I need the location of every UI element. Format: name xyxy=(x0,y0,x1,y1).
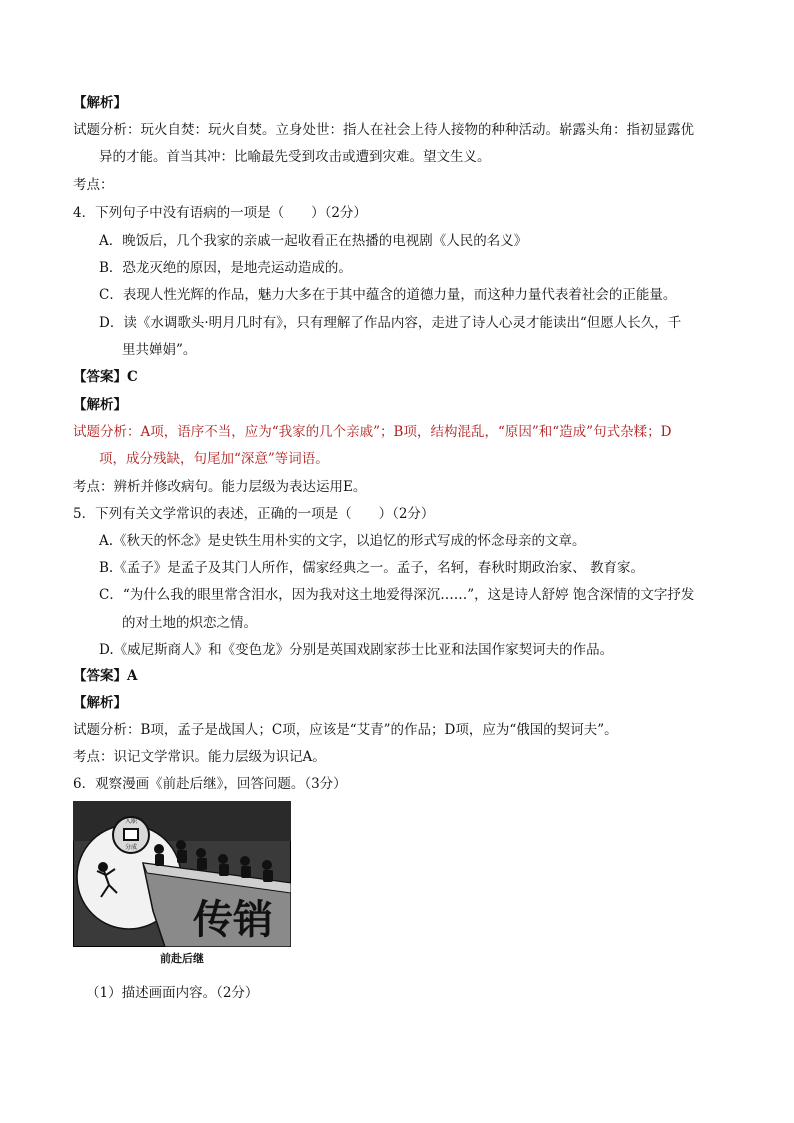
cartoon-image xyxy=(73,801,291,947)
q5-analysis-label: 【解析】 xyxy=(73,695,127,711)
cartoon-caption: 前赴后继 xyxy=(160,952,204,965)
q5-kaodian: 考点：识记文学常识。能力层级为识记A。 xyxy=(73,749,326,765)
q5-stem: 5．下列有关文学常识的表述，正确的一项是（ ）（2分） xyxy=(73,506,435,522)
q5-answer: 【答案】A xyxy=(73,668,138,684)
q5-option-d: D.《威尼斯商人》和《变色龙》分别是英国戏剧家莎士比亚和法国作家契诃夫的作品。 xyxy=(99,642,614,658)
coin-bottom-text: 分成 xyxy=(124,844,138,851)
q4-analysis-label: 【解析】 xyxy=(73,397,127,413)
q4-kaodian: 考点：辨析并修改病句。能力层级为表达运用E。 xyxy=(73,479,367,495)
q3-analysis-line1: 试题分析：玩火自焚：玩火自焚。立身处世：指人在社会上待人接物的种种活动。崭露头角：指初显露优 xyxy=(73,122,694,138)
q4-answer: 【答案】C xyxy=(73,369,138,385)
q5-option-b: B.《孟子》是孟子及其门人所作，儒家经典之一。孟子，名轲，春秋时期政治家、 教育家。 xyxy=(99,560,645,576)
q6-stem: 6．观察漫画《前赴后继》，回答问题。（3分） xyxy=(73,776,347,792)
q5-option-c: C．“为什么我的眼里常含泪水，因为我对这土地爱得深沉……”，这是诗人舒婷 饱含深情的文字抒发 xyxy=(99,587,695,603)
q5-analysis-line1: 试题分析：B项，孟子是战国人；C项，应该是“艾青”的作品；D项，应为“俄国的契诃夫”。 xyxy=(73,722,618,738)
q4-option-c: C．表现人性光辉的作品，魅力大多在于其中蕴含的道德力量，而这种力量代表着社会的正能量。 xyxy=(99,287,677,303)
cartoon-big-text: 传销 xyxy=(193,897,273,943)
q4-option-a: A．晚饭后，几个我家的亲戚一起收看正在热播的电视剧《人民的名义》 xyxy=(99,233,528,249)
q5-option-a: A.《秋天的怀念》是史铁生用朴实的文字，以追忆的形式写成的怀念母亲的文章。 xyxy=(99,533,586,549)
q4-option-d: D．读《水调歌头·明月几时有》，只有理解了作品内容，走进了诗人心灵才能读出“但愿人长久，千 xyxy=(99,315,682,331)
q4-analysis-line1: 试题分析：A项，语序不当，应为“我家的几个亲戚”；B项，结构混乱，“原因”和“造成”句式杂糅；D xyxy=(73,424,672,440)
q4-analysis-line2: 项，成分残缺，句尾加“深意”等词语。 xyxy=(99,451,329,467)
q5-option-c-line2: 的对土地的炽恋之情。 xyxy=(122,615,257,631)
q6-sub1: （1）描述画面内容。（2分） xyxy=(86,985,259,1001)
q3-analysis-label: 【解析】 xyxy=(73,95,127,111)
q4-option-d-line2: 里共婵娟”。 xyxy=(122,342,197,358)
q4-option-b: B．恐龙灭绝的原因，是地壳运动造成的。 xyxy=(99,260,352,276)
coin-top-text: 入职 xyxy=(124,818,138,825)
q4-stem: 4．下列句子中没有语病的一项是（ ）（2分） xyxy=(73,205,367,221)
q3-analysis-line2: 异的才能。首当其冲：比喻最先受到攻击或遭到灾难。望文生义。 xyxy=(99,149,491,165)
q3-kaodian: 考点： xyxy=(73,177,114,193)
